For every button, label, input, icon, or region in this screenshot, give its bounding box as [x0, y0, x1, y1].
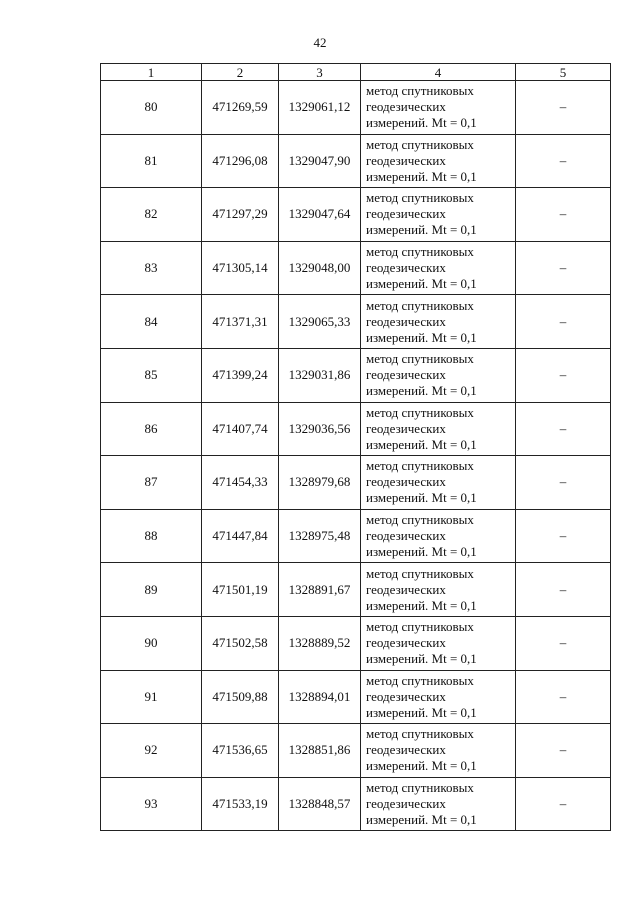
method-cell [361, 241, 516, 295]
note-cell: – [516, 402, 611, 456]
method-line: геодезических [366, 99, 446, 115]
note-cell: – [516, 616, 611, 670]
y-coordinate-cell: 1328848,57 [279, 777, 361, 831]
y-coordinate-cell: 1329031,86 [279, 348, 361, 402]
x-coordinate-cell: 471269,59 [202, 81, 279, 135]
method-line: геодезических [366, 420, 446, 436]
y-coordinate-cell: 1329065,33 [279, 295, 361, 349]
note-cell: – [516, 188, 611, 242]
note-cell: – [516, 509, 611, 563]
method-cell [361, 456, 516, 510]
method-line: измерений. Mt = 0,1 [366, 329, 477, 345]
header-col-5: 5 [516, 64, 611, 81]
method-cell [361, 134, 516, 188]
method-cell [361, 563, 516, 617]
note-cell: – [516, 456, 611, 510]
x-coordinate-cell: 471533,19 [202, 777, 279, 831]
y-coordinate-cell: 1328889,52 [279, 616, 361, 670]
y-coordinate-cell: 1328975,48 [279, 509, 361, 563]
method-line: измерений. Mt = 0,1 [366, 276, 477, 292]
method-line: метод спутниковых [366, 297, 474, 313]
point-number-cell: 86 [101, 402, 202, 456]
x-coordinate-cell: 471297,29 [202, 188, 279, 242]
method-line: метод спутниковых [366, 136, 474, 152]
method-line: геодезических [366, 742, 446, 758]
x-coordinate-cell: 471399,24 [202, 348, 279, 402]
note-cell: – [516, 777, 611, 831]
method-line: измерений. Mt = 0,1 [366, 383, 477, 399]
point-number-cell: 80 [101, 81, 202, 135]
table-row [101, 134, 611, 188]
method-line: геодезических [366, 152, 446, 168]
method-line: метод спутниковых [366, 190, 474, 206]
coordinates-table [100, 63, 611, 831]
method-line: геодезических [366, 206, 446, 222]
table-row [101, 402, 611, 456]
method-line: метод спутниковых [366, 780, 474, 796]
note-cell: – [516, 295, 611, 349]
point-number-cell: 88 [101, 509, 202, 563]
x-coordinate-cell: 471447,84 [202, 509, 279, 563]
method-line: метод спутниковых [366, 244, 474, 260]
point-number-cell: 81 [101, 134, 202, 188]
table-header-row [101, 64, 611, 81]
point-number-cell: 85 [101, 348, 202, 402]
table-body [101, 81, 611, 831]
note-cell: – [516, 563, 611, 617]
y-coordinate-cell: 1329048,00 [279, 241, 361, 295]
method-cell [361, 509, 516, 563]
point-number-cell: 87 [101, 456, 202, 510]
x-coordinate-cell: 471501,19 [202, 563, 279, 617]
method-line: геодезических [366, 313, 446, 329]
method-line: геодезических [366, 796, 446, 812]
method-line: измерений. Mt = 0,1 [366, 812, 477, 828]
method-line: измерений. Mt = 0,1 [366, 597, 477, 613]
method-line: измерений. Mt = 0,1 [366, 436, 477, 452]
method-line: метод спутниковых [366, 565, 474, 581]
method-line: геодезических [366, 528, 446, 544]
note-cell: – [516, 241, 611, 295]
method-line: геодезических [366, 474, 446, 490]
method-line: геодезических [366, 367, 446, 383]
method-line: метод спутниковых [366, 351, 474, 367]
method-line: измерений. Mt = 0,1 [366, 168, 477, 184]
point-number-cell: 84 [101, 295, 202, 349]
method-line: метод спутниковых [366, 619, 474, 635]
header-col-2: 2 [202, 64, 279, 81]
y-coordinate-cell: 1328979,68 [279, 456, 361, 510]
method-cell [361, 724, 516, 778]
method-cell [361, 81, 516, 135]
table-row [101, 81, 611, 135]
table-row [101, 295, 611, 349]
y-coordinate-cell: 1329036,56 [279, 402, 361, 456]
page-number: 42 [313, 35, 327, 50]
method-cell [361, 402, 516, 456]
table-row [101, 724, 611, 778]
note-cell: – [516, 134, 611, 188]
method-cell [361, 295, 516, 349]
header-col-3: 3 [279, 64, 361, 81]
method-line: измерений. Mt = 0,1 [366, 222, 477, 238]
method-line: метод спутниковых [366, 726, 474, 742]
method-line: измерений. Mt = 0,1 [366, 115, 477, 131]
point-number-cell: 91 [101, 670, 202, 724]
method-line: измерений. Mt = 0,1 [366, 544, 477, 560]
note-cell: – [516, 670, 611, 724]
y-coordinate-cell: 1329061,12 [279, 81, 361, 135]
table-row [101, 348, 611, 402]
point-number-cell: 92 [101, 724, 202, 778]
table-row [101, 563, 611, 617]
x-coordinate-cell: 471536,65 [202, 724, 279, 778]
method-line: измерений. Mt = 0,1 [366, 758, 477, 774]
method-line: геодезических [366, 688, 446, 704]
x-coordinate-cell: 471371,31 [202, 295, 279, 349]
method-line: метод спутниковых [366, 672, 474, 688]
x-coordinate-cell: 471305,14 [202, 241, 279, 295]
note-cell: – [516, 348, 611, 402]
x-coordinate-cell: 471502,58 [202, 616, 279, 670]
point-number-cell: 82 [101, 188, 202, 242]
method-line: измерений. Mt = 0,1 [366, 704, 477, 720]
method-cell [361, 616, 516, 670]
point-number-cell: 89 [101, 563, 202, 617]
y-coordinate-cell: 1329047,90 [279, 134, 361, 188]
method-line: измерений. Mt = 0,1 [366, 490, 477, 506]
method-line: геодезических [366, 581, 446, 597]
x-coordinate-cell: 471509,88 [202, 670, 279, 724]
table-row [101, 456, 611, 510]
method-cell [361, 777, 516, 831]
table-row [101, 777, 611, 831]
point-number-cell: 93 [101, 777, 202, 831]
method-line: геодезических [366, 260, 446, 276]
x-coordinate-cell: 471407,74 [202, 402, 279, 456]
y-coordinate-cell: 1329047,64 [279, 188, 361, 242]
method-cell [361, 188, 516, 242]
method-line: геодезических [366, 635, 446, 651]
table-row [101, 670, 611, 724]
x-coordinate-cell: 471296,08 [202, 134, 279, 188]
table-row [101, 188, 611, 242]
table-row [101, 616, 611, 670]
x-coordinate-cell: 471454,33 [202, 456, 279, 510]
table-row [101, 509, 611, 563]
point-number-cell: 83 [101, 241, 202, 295]
method-line: метод спутниковых [366, 458, 474, 474]
point-number-cell: 90 [101, 616, 202, 670]
method-cell [361, 348, 516, 402]
method-line: измерений. Mt = 0,1 [366, 651, 477, 667]
method-line: метод спутниковых [366, 404, 474, 420]
header-col-1: 1 [101, 64, 202, 81]
table-row [101, 241, 611, 295]
header-col-4: 4 [361, 64, 516, 81]
method-cell [361, 670, 516, 724]
note-cell: – [516, 81, 611, 135]
y-coordinate-cell: 1328894,01 [279, 670, 361, 724]
method-line: метод спутниковых [366, 83, 474, 99]
method-line: метод спутниковых [366, 512, 474, 528]
y-coordinate-cell: 1328851,86 [279, 724, 361, 778]
note-cell: – [516, 724, 611, 778]
y-coordinate-cell: 1328891,67 [279, 563, 361, 617]
